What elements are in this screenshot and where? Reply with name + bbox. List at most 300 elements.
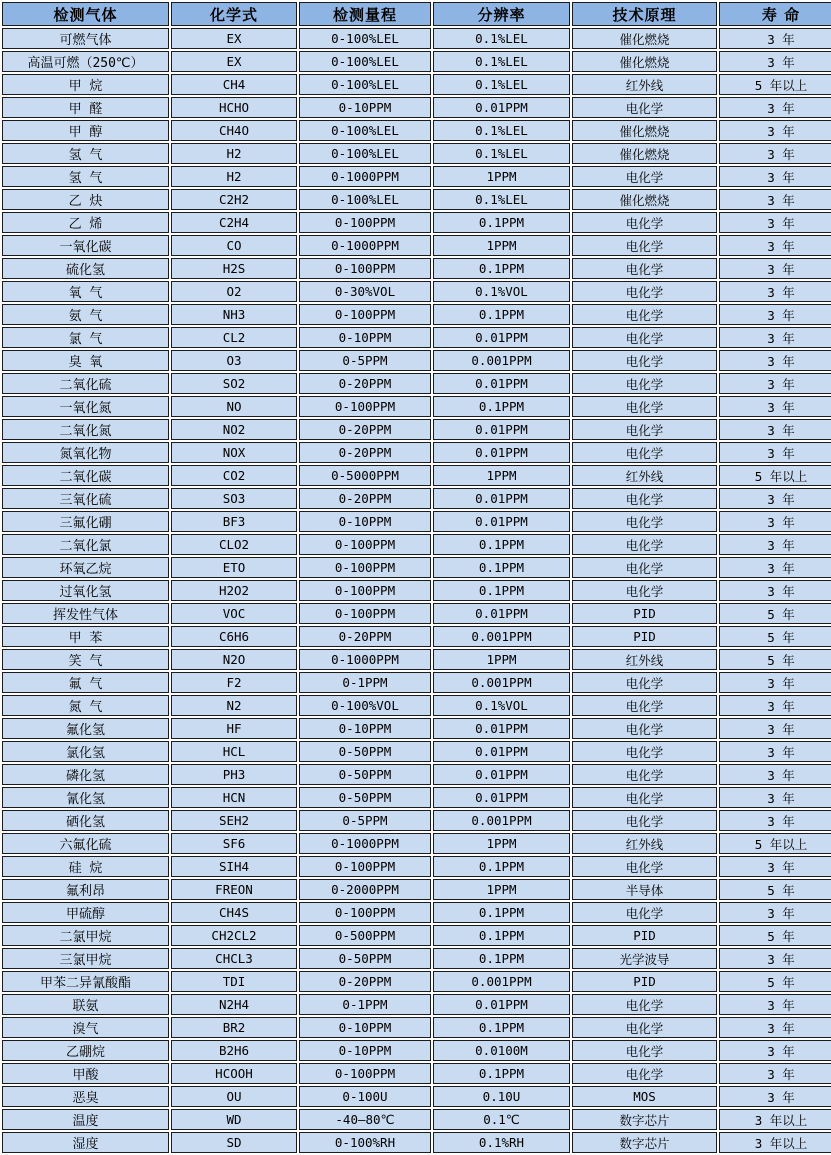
table-row <box>2 580 831 601</box>
cell-technical-principle: 电化学 <box>572 488 717 509</box>
table-row <box>2 649 831 670</box>
cell-detection-range: 0-50PPM <box>299 764 431 785</box>
cell-chemical-formula: BF3 <box>171 511 297 532</box>
cell-lifespan: 3 年 <box>719 534 831 555</box>
cell-detection-range: 0-20PPM <box>299 971 431 992</box>
cell-gas-name: 氮 气 <box>2 695 169 716</box>
cell-gas-name: 乙 炔 <box>2 189 169 210</box>
cell-chemical-formula: SF6 <box>171 833 297 854</box>
cell-lifespan: 3 年 <box>719 1063 831 1084</box>
cell-chemical-formula: NOX <box>171 442 297 463</box>
cell-detection-range: 0-100PPM <box>299 396 431 417</box>
cell-resolution: 0.001PPM <box>433 626 570 647</box>
cell-detection-range: 0-5000PPM <box>299 465 431 486</box>
cell-gas-name: 氮氧化物 <box>2 442 169 463</box>
cell-lifespan: 3 年 <box>719 856 831 877</box>
cell-detection-range: 0-100PPM <box>299 258 431 279</box>
cell-resolution: 0.01PPM <box>433 97 570 118</box>
table-row <box>2 1086 831 1107</box>
table-row <box>2 465 831 486</box>
cell-resolution: 0.1%LEL <box>433 189 570 210</box>
cell-detection-range: 0-100PPM <box>299 212 431 233</box>
cell-gas-name: 甲 醛 <box>2 97 169 118</box>
table-row <box>2 350 831 371</box>
cell-technical-principle: 光学波导 <box>572 948 717 969</box>
cell-gas-name: 氟 气 <box>2 672 169 693</box>
cell-detection-range: 0-100U <box>299 1086 431 1107</box>
cell-gas-name: 氢 气 <box>2 143 169 164</box>
cell-lifespan: 3 年以上 <box>719 1132 831 1153</box>
cell-technical-principle: 电化学 <box>572 1040 717 1061</box>
cell-lifespan: 3 年 <box>719 166 831 187</box>
cell-chemical-formula: N2O <box>171 649 297 670</box>
cell-lifespan: 3 年 <box>719 810 831 831</box>
cell-chemical-formula: C2H2 <box>171 189 297 210</box>
table-row <box>2 212 831 233</box>
table-row <box>2 810 831 831</box>
cell-detection-range: 0-100%RH <box>299 1132 431 1153</box>
cell-technical-principle: 电化学 <box>572 1063 717 1084</box>
cell-detection-range: 0-100%LEL <box>299 28 431 49</box>
cell-gas-name: 乙硼烷 <box>2 1040 169 1061</box>
cell-resolution: 0.1PPM <box>433 580 570 601</box>
cell-lifespan: 5 年以上 <box>719 833 831 854</box>
cell-detection-range: 0-30%VOL <box>299 281 431 302</box>
cell-technical-principle: 红外线 <box>572 74 717 95</box>
cell-detection-range: 0-100PPM <box>299 534 431 555</box>
cell-gas-name: 氨 气 <box>2 304 169 325</box>
cell-resolution: 1PPM <box>433 235 570 256</box>
table-row <box>2 695 831 716</box>
cell-detection-range: 0-100PPM <box>299 902 431 923</box>
cell-lifespan: 3 年 <box>719 695 831 716</box>
cell-gas-name: 二氧化氮 <box>2 419 169 440</box>
cell-chemical-formula: BR2 <box>171 1017 297 1038</box>
cell-lifespan: 5 年以上 <box>719 465 831 486</box>
table-row <box>2 28 831 49</box>
cell-chemical-formula: SO3 <box>171 488 297 509</box>
cell-gas-name: 甲 醇 <box>2 120 169 141</box>
cell-detection-range: 0-50PPM <box>299 787 431 808</box>
table-row <box>2 626 831 647</box>
cell-chemical-formula: CL2 <box>171 327 297 348</box>
cell-technical-principle: 电化学 <box>572 235 717 256</box>
cell-lifespan: 3 年 <box>719 557 831 578</box>
cell-resolution: 0.1%LEL <box>433 74 570 95</box>
cell-detection-range: 0-100%LEL <box>299 143 431 164</box>
cell-gas-name: 过氧化氢 <box>2 580 169 601</box>
cell-chemical-formula: TDI <box>171 971 297 992</box>
cell-technical-principle: 催化燃烧 <box>572 143 717 164</box>
cell-gas-name: 二氯甲烷 <box>2 925 169 946</box>
cell-gas-name: 甲苯二异氰酸酯 <box>2 971 169 992</box>
table-row <box>2 166 831 187</box>
cell-technical-principle: 电化学 <box>572 212 717 233</box>
cell-chemical-formula: CHCL3 <box>171 948 297 969</box>
cell-resolution: 0.001PPM <box>433 672 570 693</box>
cell-gas-name: 硒化氢 <box>2 810 169 831</box>
cell-chemical-formula: EX <box>171 28 297 49</box>
cell-lifespan: 3 年 <box>719 120 831 141</box>
cell-detection-range: 0-1000PPM <box>299 235 431 256</box>
cell-lifespan: 3 年 <box>719 994 831 1015</box>
cell-chemical-formula: NO2 <box>171 419 297 440</box>
cell-resolution: 0.1%LEL <box>433 51 570 72</box>
cell-technical-principle: 电化学 <box>572 442 717 463</box>
cell-gas-name: 氢 气 <box>2 166 169 187</box>
cell-gas-name: 二氧化硫 <box>2 373 169 394</box>
cell-technical-principle: 电化学 <box>572 557 717 578</box>
cell-lifespan: 3 年 <box>719 741 831 762</box>
cell-lifespan: 3 年 <box>719 764 831 785</box>
cell-detection-range: 0-10PPM <box>299 97 431 118</box>
cell-detection-range: 0-20PPM <box>299 626 431 647</box>
cell-technical-principle: 催化燃烧 <box>572 120 717 141</box>
cell-chemical-formula: CLO2 <box>171 534 297 555</box>
table-body <box>2 28 831 1153</box>
cell-gas-name: 氯 气 <box>2 327 169 348</box>
table-row <box>2 488 831 509</box>
cell-lifespan: 3 年 <box>719 419 831 440</box>
cell-detection-range: 0-100%LEL <box>299 51 431 72</box>
cell-resolution: 0.01PPM <box>433 603 570 624</box>
cell-chemical-formula: FREON <box>171 879 297 900</box>
cell-technical-principle: PID <box>572 603 717 624</box>
table-row <box>2 971 831 992</box>
cell-chemical-formula: CH4 <box>171 74 297 95</box>
cell-lifespan: 5 年 <box>719 925 831 946</box>
table-row <box>2 189 831 210</box>
cell-resolution: 1PPM <box>433 649 570 670</box>
cell-chemical-formula: ETO <box>171 557 297 578</box>
cell-chemical-formula: N2 <box>171 695 297 716</box>
cell-lifespan: 3 年 <box>719 718 831 739</box>
cell-detection-range: -40—80℃ <box>299 1109 431 1130</box>
column-header-lifespan: 寿 命 <box>719 2 831 26</box>
cell-chemical-formula: CO <box>171 235 297 256</box>
table-row <box>2 511 831 532</box>
cell-gas-name: 六氟化硫 <box>2 833 169 854</box>
cell-chemical-formula: B2H6 <box>171 1040 297 1061</box>
cell-gas-name: 三氯甲烷 <box>2 948 169 969</box>
cell-technical-principle: 电化学 <box>572 350 717 371</box>
cell-gas-name: 三氧化硫 <box>2 488 169 509</box>
cell-resolution: 0.1PPM <box>433 1017 570 1038</box>
cell-gas-name: 甲酸 <box>2 1063 169 1084</box>
cell-chemical-formula: CH4O <box>171 120 297 141</box>
cell-technical-principle: 电化学 <box>572 695 717 716</box>
table-row <box>2 1063 831 1084</box>
cell-lifespan: 5 年 <box>719 603 831 624</box>
cell-technical-principle: 电化学 <box>572 304 717 325</box>
cell-gas-name: 甲 烷 <box>2 74 169 95</box>
cell-resolution: 0.1PPM <box>433 856 570 877</box>
cell-detection-range: 0-100%LEL <box>299 120 431 141</box>
cell-gas-name: 溴气 <box>2 1017 169 1038</box>
cell-technical-principle: 电化学 <box>572 787 717 808</box>
table-row <box>2 419 831 440</box>
cell-resolution: 0.01PPM <box>433 419 570 440</box>
cell-resolution: 0.0100M <box>433 1040 570 1061</box>
cell-technical-principle: PID <box>572 925 717 946</box>
cell-resolution: 1PPM <box>433 879 570 900</box>
cell-resolution: 0.1PPM <box>433 212 570 233</box>
cell-chemical-formula: VOC <box>171 603 297 624</box>
cell-resolution: 1PPM <box>433 166 570 187</box>
cell-gas-name: 甲硫醇 <box>2 902 169 923</box>
table-row <box>2 741 831 762</box>
cell-gas-name: 硅 烷 <box>2 856 169 877</box>
cell-chemical-formula: SD <box>171 1132 297 1153</box>
cell-detection-range: 0-100PPM <box>299 557 431 578</box>
cell-chemical-formula: EX <box>171 51 297 72</box>
cell-chemical-formula: O2 <box>171 281 297 302</box>
cell-resolution: 0.1%LEL <box>433 120 570 141</box>
cell-lifespan: 3 年 <box>719 258 831 279</box>
cell-gas-name: 一氧化氮 <box>2 396 169 417</box>
column-header-gas: 检测气体 <box>2 2 169 26</box>
cell-resolution: 0.001PPM <box>433 350 570 371</box>
cell-gas-name: 联氨 <box>2 994 169 1015</box>
cell-technical-principle: 半导体 <box>572 879 717 900</box>
cell-chemical-formula: H2O2 <box>171 580 297 601</box>
cell-lifespan: 3 年 <box>719 28 831 49</box>
cell-lifespan: 5 年 <box>719 971 831 992</box>
cell-resolution: 0.01PPM <box>433 994 570 1015</box>
cell-lifespan: 3 年 <box>719 327 831 348</box>
table-row <box>2 373 831 394</box>
cell-gas-name: 硫化氢 <box>2 258 169 279</box>
table-row <box>2 1040 831 1061</box>
cell-resolution: 1PPM <box>433 833 570 854</box>
cell-technical-principle: 电化学 <box>572 373 717 394</box>
cell-technical-principle: 电化学 <box>572 511 717 532</box>
cell-chemical-formula: HCHO <box>171 97 297 118</box>
cell-chemical-formula: HCOOH <box>171 1063 297 1084</box>
cell-detection-range: 0-100%VOL <box>299 695 431 716</box>
cell-gas-name: 臭 氧 <box>2 350 169 371</box>
cell-gas-name: 高温可燃（250℃） <box>2 51 169 72</box>
table-row <box>2 925 831 946</box>
cell-gas-name: 湿度 <box>2 1132 169 1153</box>
cell-lifespan: 3 年 <box>719 189 831 210</box>
cell-technical-principle: 红外线 <box>572 833 717 854</box>
cell-chemical-formula: C2H4 <box>171 212 297 233</box>
table-row <box>2 603 831 624</box>
table-row <box>2 396 831 417</box>
cell-lifespan: 3 年 <box>719 281 831 302</box>
cell-lifespan: 3 年 <box>719 488 831 509</box>
cell-gas-name: 二氧化碳 <box>2 465 169 486</box>
table-header <box>2 2 831 26</box>
cell-lifespan: 3 年 <box>719 902 831 923</box>
cell-detection-range: 0-100PPM <box>299 580 431 601</box>
table-row <box>2 74 831 95</box>
cell-technical-principle: 电化学 <box>572 994 717 1015</box>
cell-resolution: 0.1PPM <box>433 258 570 279</box>
table-row <box>2 1109 831 1130</box>
cell-gas-name: 乙 烯 <box>2 212 169 233</box>
cell-technical-principle: 电化学 <box>572 258 717 279</box>
cell-detection-range: 0-10PPM <box>299 718 431 739</box>
cell-gas-name: 挥发性气体 <box>2 603 169 624</box>
cell-lifespan: 5 年 <box>719 879 831 900</box>
cell-resolution: 0.01PPM <box>433 373 570 394</box>
cell-chemical-formula: N2H4 <box>171 994 297 1015</box>
table-row <box>2 672 831 693</box>
cell-technical-principle: 电化学 <box>572 741 717 762</box>
cell-lifespan: 3 年 <box>719 1086 831 1107</box>
cell-gas-name: 可燃气体 <box>2 28 169 49</box>
cell-detection-range: 0-10PPM <box>299 511 431 532</box>
cell-technical-principle: 催化燃烧 <box>572 189 717 210</box>
cell-chemical-formula: OU <box>171 1086 297 1107</box>
cell-detection-range: 0-100%LEL <box>299 189 431 210</box>
table-row <box>2 235 831 256</box>
cell-lifespan: 3 年 <box>719 580 831 601</box>
cell-lifespan: 3 年 <box>719 948 831 969</box>
cell-resolution: 1PPM <box>433 465 570 486</box>
cell-gas-name: 笑 气 <box>2 649 169 670</box>
cell-detection-range: 0-10PPM <box>299 1017 431 1038</box>
cell-lifespan: 3 年 <box>719 511 831 532</box>
cell-technical-principle: 电化学 <box>572 419 717 440</box>
cell-technical-principle: 电化学 <box>572 672 717 693</box>
column-header-formula: 化学式 <box>171 2 297 26</box>
table-row <box>2 534 831 555</box>
cell-chemical-formula: CO2 <box>171 465 297 486</box>
cell-chemical-formula: F2 <box>171 672 297 693</box>
cell-detection-range: 0-100PPM <box>299 1063 431 1084</box>
cell-resolution: 0.1%RH <box>433 1132 570 1153</box>
table-row <box>2 97 831 118</box>
cell-detection-range: 0-5PPM <box>299 350 431 371</box>
cell-chemical-formula: SO2 <box>171 373 297 394</box>
cell-gas-name: 甲 苯 <box>2 626 169 647</box>
cell-resolution: 0.01PPM <box>433 488 570 509</box>
cell-chemical-formula: O3 <box>171 350 297 371</box>
cell-lifespan: 3 年 <box>719 787 831 808</box>
cell-detection-range: 0-1000PPM <box>299 833 431 854</box>
cell-detection-range: 0-5PPM <box>299 810 431 831</box>
cell-gas-name: 氧 气 <box>2 281 169 302</box>
cell-technical-principle: 红外线 <box>572 465 717 486</box>
cell-lifespan: 3 年 <box>719 350 831 371</box>
cell-technical-principle: 电化学 <box>572 902 717 923</box>
table-row <box>2 718 831 739</box>
cell-detection-range: 0-1PPM <box>299 994 431 1015</box>
cell-detection-range: 0-2000PPM <box>299 879 431 900</box>
cell-resolution: 0.1PPM <box>433 304 570 325</box>
cell-lifespan: 3 年 <box>719 143 831 164</box>
table-row <box>2 879 831 900</box>
cell-chemical-formula: C6H6 <box>171 626 297 647</box>
cell-detection-range: 0-50PPM <box>299 741 431 762</box>
table-row <box>2 1017 831 1038</box>
cell-technical-principle: PID <box>572 971 717 992</box>
cell-gas-name: 氯化氢 <box>2 741 169 762</box>
cell-technical-principle: PID <box>572 626 717 647</box>
cell-resolution: 0.1%VOL <box>433 281 570 302</box>
table-row <box>2 833 831 854</box>
cell-technical-principle: MOS <box>572 1086 717 1107</box>
cell-lifespan: 5 年 <box>719 626 831 647</box>
cell-chemical-formula: NH3 <box>171 304 297 325</box>
cell-gas-name: 氰化氢 <box>2 787 169 808</box>
cell-lifespan: 3 年 <box>719 235 831 256</box>
cell-detection-range: 0-100PPM <box>299 603 431 624</box>
cell-resolution: 0.01PPM <box>433 327 570 348</box>
cell-detection-range: 0-10PPM <box>299 327 431 348</box>
cell-technical-principle: 数字芯片 <box>572 1109 717 1130</box>
cell-resolution: 0.001PPM <box>433 810 570 831</box>
cell-detection-range: 0-20PPM <box>299 442 431 463</box>
cell-gas-name: 三氟化硼 <box>2 511 169 532</box>
cell-resolution: 0.01PPM <box>433 511 570 532</box>
table-row <box>2 442 831 463</box>
cell-chemical-formula: PH3 <box>171 764 297 785</box>
table-row <box>2 994 831 1015</box>
cell-resolution: 0.01PPM <box>433 741 570 762</box>
column-header-range: 检测量程 <box>299 2 431 26</box>
cell-resolution: 0.1PPM <box>433 948 570 969</box>
cell-detection-range: 0-500PPM <box>299 925 431 946</box>
table-row <box>2 281 831 302</box>
cell-lifespan: 3 年 <box>719 442 831 463</box>
cell-lifespan: 5 年 <box>719 649 831 670</box>
column-header-resolution: 分辨率 <box>433 2 570 26</box>
cell-resolution: 0.001PPM <box>433 971 570 992</box>
table-row <box>2 1132 831 1153</box>
cell-technical-principle: 电化学 <box>572 281 717 302</box>
cell-resolution: 0.01PPM <box>433 718 570 739</box>
cell-resolution: 0.10U <box>433 1086 570 1107</box>
cell-technical-principle: 红外线 <box>572 649 717 670</box>
cell-chemical-formula: HF <box>171 718 297 739</box>
cell-gas-name: 磷化氢 <box>2 764 169 785</box>
table-row <box>2 787 831 808</box>
cell-technical-principle: 数字芯片 <box>572 1132 717 1153</box>
cell-technical-principle: 电化学 <box>572 764 717 785</box>
cell-technical-principle: 电化学 <box>572 534 717 555</box>
cell-resolution: 0.01PPM <box>433 764 570 785</box>
cell-technical-principle: 催化燃烧 <box>572 51 717 72</box>
cell-gas-name: 温度 <box>2 1109 169 1130</box>
cell-chemical-formula: H2 <box>171 166 297 187</box>
cell-detection-range: 0-1000PPM <box>299 166 431 187</box>
table-row <box>2 764 831 785</box>
cell-gas-name: 二氧化氯 <box>2 534 169 555</box>
cell-gas-name: 氟化氢 <box>2 718 169 739</box>
cell-chemical-formula: H2 <box>171 143 297 164</box>
cell-resolution: 0.1%VOL <box>433 695 570 716</box>
cell-technical-principle: 电化学 <box>572 166 717 187</box>
table-row <box>2 143 831 164</box>
column-header-principle: 技术原理 <box>572 2 717 26</box>
cell-chemical-formula: NO <box>171 396 297 417</box>
cell-detection-range: 0-20PPM <box>299 488 431 509</box>
cell-resolution: 0.1PPM <box>433 557 570 578</box>
cell-lifespan: 3 年 <box>719 373 831 394</box>
cell-technical-principle: 电化学 <box>572 580 717 601</box>
cell-lifespan: 3 年 <box>719 1040 831 1061</box>
cell-detection-range: 0-100%LEL <box>299 74 431 95</box>
cell-detection-range: 0-1000PPM <box>299 649 431 670</box>
cell-chemical-formula: HCL <box>171 741 297 762</box>
cell-lifespan: 3 年 <box>719 97 831 118</box>
cell-resolution: 0.01PPM <box>433 442 570 463</box>
cell-lifespan: 3 年 <box>719 212 831 233</box>
